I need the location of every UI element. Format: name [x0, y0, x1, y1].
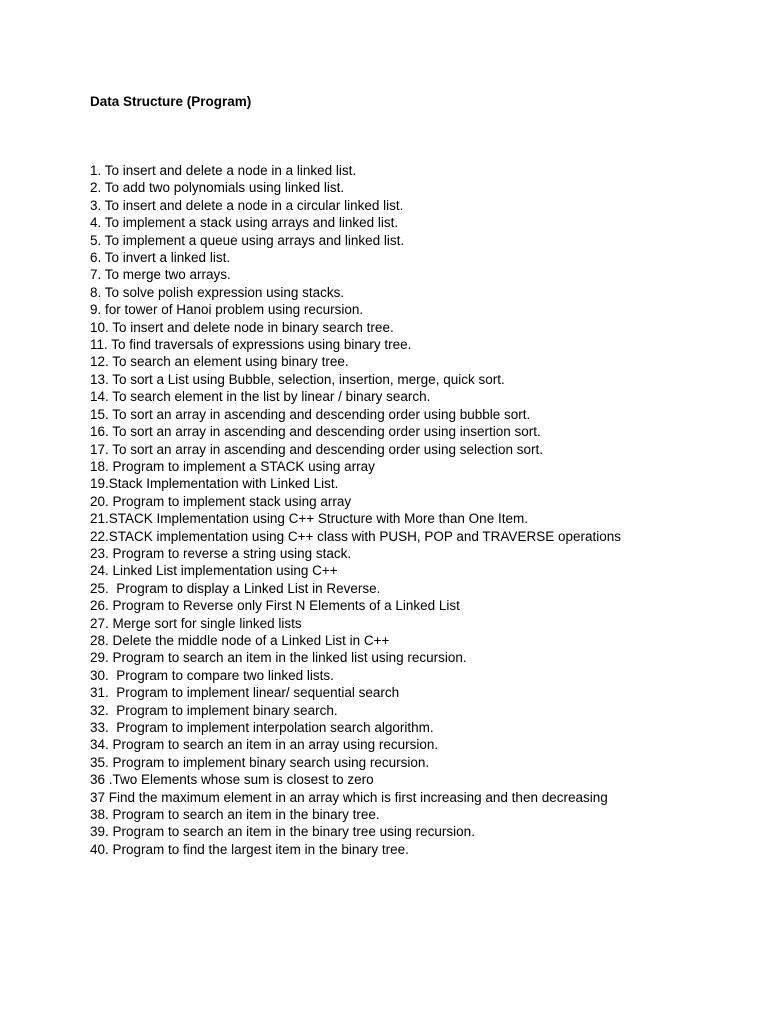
program-list-item: 5. To implement a queue using arrays and linked list. — [90, 232, 405, 248]
program-list-item: 27. Merge sort for single linked lists — [90, 615, 302, 631]
program-list-item: 15. To sort an array in ascending and descending order using bubble sort. — [90, 406, 531, 422]
program-list-item: 2. To add two polynomials using linked list. — [90, 180, 345, 196]
program-list-item: 25. Program to display a Linked List in Reverse. — [90, 580, 381, 596]
program-list-item: 26. Program to Reverse only First N Elements of a Linked List — [90, 598, 460, 614]
program-list-item: 8. To solve polish expression using stacks. — [90, 284, 345, 300]
program-list-item: 29. Program to search an item in the linked list using recursion. — [90, 650, 467, 666]
program-list — [90, 162, 621, 858]
program-list-item: 12. To search an element using binary tree. — [90, 354, 349, 370]
program-list-item: 22.STACK implementation using C++ class with PUSH, POP and TRAVERSE operations — [90, 528, 621, 544]
program-list-item: 36 .Two Elements whose sum is closest to zero — [90, 772, 374, 788]
program-list-item: 4. To implement a stack using arrays and linked list. — [90, 215, 399, 231]
program-list-item: 19.Stack Implementation with Linked List. — [90, 476, 339, 492]
program-list-item: 1. To insert and delete a node in a linked list. — [90, 163, 357, 178]
program-list-item: 38. Program to search an item in the binary tree. — [90, 807, 380, 823]
program-list-item: 34. Program to search an item in an array using recursion. — [90, 737, 439, 753]
program-list-item: 30. Program to compare two linked lists. — [90, 667, 334, 683]
program-list-item: 10. To insert and delete node in binary search tree. — [90, 319, 394, 335]
program-list-item: 16. To sort an array in ascending and descending order using insertion sort. — [90, 424, 541, 440]
program-list-item: 14. To search element in the list by linear / binary search. — [90, 389, 431, 405]
program-list-item: 39. Program to search an item in the binary tree using recursion. — [90, 824, 475, 840]
program-list-item: 18. Program to implement a STACK using array — [90, 458, 375, 474]
program-list-item: 24. Linked List implementation using C++ — [90, 563, 338, 579]
program-list-item: 28. Delete the middle node of a Linked List in C++ — [90, 632, 390, 648]
program-list-item: 20. Program to implement stack using array — [90, 493, 352, 509]
program-list-item: 6. To invert a linked list. — [90, 250, 231, 266]
program-list-item: 9. for tower of Hanoi problem using recursion. — [90, 302, 364, 318]
program-list-item: 23. Program to reverse a string using stack. — [90, 545, 352, 561]
program-list-item: 31. Program to implement linear/ sequential search — [90, 685, 400, 701]
program-list-item: 33. Program to implement interpolation search algorithm. — [90, 720, 434, 735]
program-list-item: 13. To sort a List using Bubble, selection, insertion, merge, quick sort. — [90, 371, 505, 387]
program-list-item: 40. Program to find the largest item in the binary tree. — [90, 841, 409, 857]
document-title: Data Structure (Program) — [90, 94, 252, 109]
program-list-item: 21.STACK Implementation using C++ Structure with More than One Item. — [90, 511, 528, 527]
program-list-item: 37 Find the maximum element in an array which is first increasing and then decreasing — [90, 789, 608, 805]
program-list-item: 3. To insert and delete a node in a circular linked list. — [90, 197, 404, 213]
program-list-item: 11. To find traversals of expressions using binary tree. — [90, 337, 412, 353]
program-list-item: 32. Program to implement binary search. — [90, 702, 338, 718]
program-list-item: 17. To sort an array in ascending and descending order using selection sort. — [90, 441, 544, 457]
program-list-item: 7. To merge two arrays. — [90, 267, 231, 283]
program-list-item: 35. Program to implement binary search using recursion. — [90, 754, 430, 770]
